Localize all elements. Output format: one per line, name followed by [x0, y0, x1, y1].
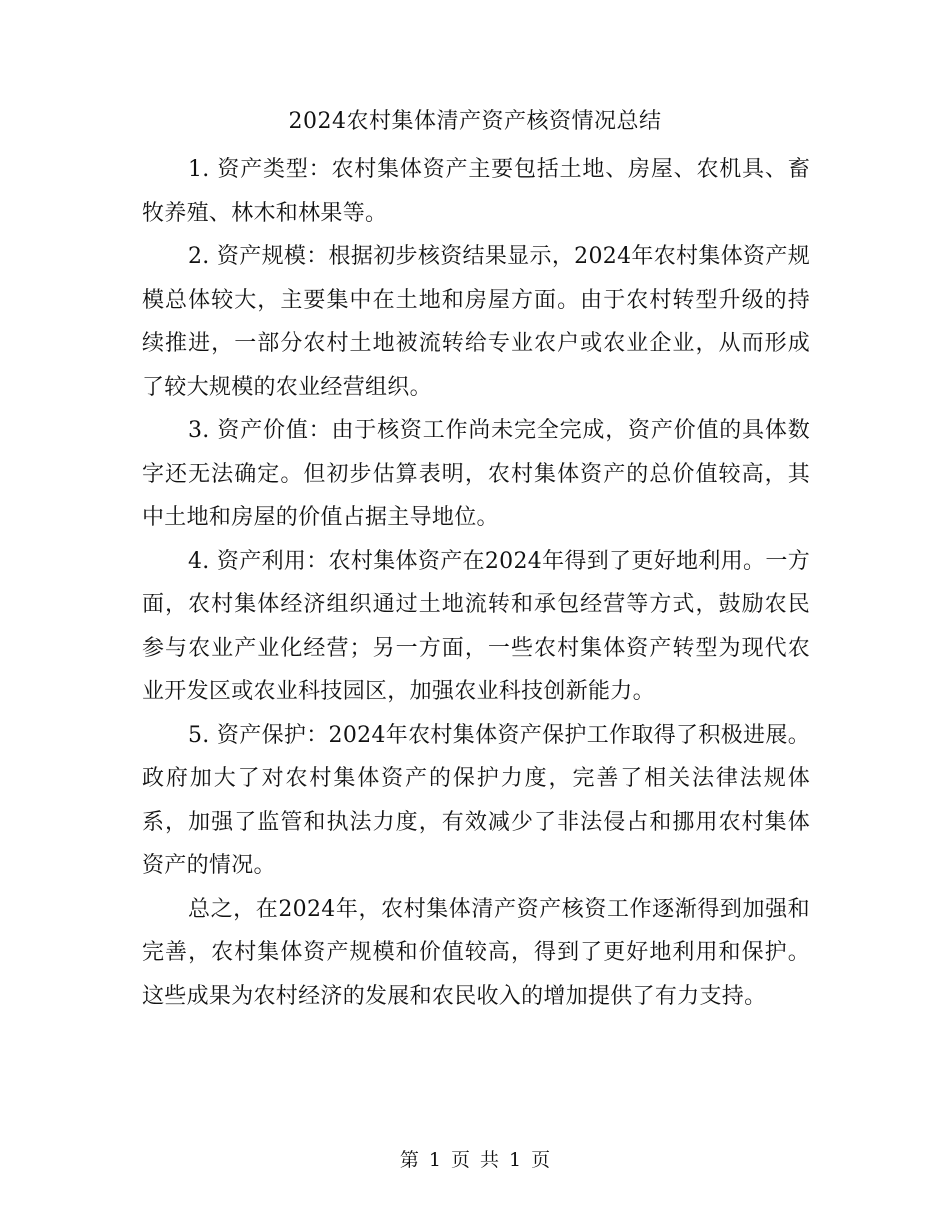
paragraph-asset-scale: 2. 资产规模：根据初步核资结果显示，2024年农村集体资产规模总体较大，主要集中在土地和房屋方面。由于农村转型升级的持续推进，一部分农村土地被流转给专业农户或农业企业，从而形成了较大规模的农业经营组织。	[142, 244, 810, 400]
page-footer: 第 1 页 共 1 页	[399, 1149, 551, 1171]
document-title: 2024农村集体清产资产核资情况总结	[288, 109, 662, 134]
document-body	[142, 148, 810, 1018]
paragraph-asset-protection: 5. 资产保护：2024年农村集体资产保护工作取得了积极进展。政府加大了对农村集体资产的保护力度，完善了相关法律法规体系，加强了监管和执法力度，有效减少了非法侵占和挪用农村集体资产的情况。	[142, 722, 810, 878]
paragraph-asset-utilization: 4. 资产利用：农村集体资产在2024年得到了更好地利用。一方面，农村集体经济组织通过土地流转和承包经营等方式，鼓励农民参与农业产业化经营；另一方面，一些农村集体资产转型为现代农业开发区或农业科技园区，加强农业科技创新能力。	[142, 548, 810, 704]
paragraph-asset-value: 3. 资产价值：由于核资工作尚未完全完成，资产价值的具体数字还无法确定。但初步估算表明，农村集体资产的总价值较高，其中土地和房屋的价值占据主导地位。	[142, 418, 810, 530]
paragraph-conclusion: 总之，在2024年，农村集体清产资产核资工作逐渐得到加强和完善，农村集体资产规模和价值较高，得到了更好地利用和保护。这些成果为农村经济的发展和农民收入的增加提供了有力支持。	[142, 896, 810, 1009]
paragraph-asset-types: 1. 资产类型：农村集体资产主要包括土地、房屋、农机具、畜牧养殖、林木和林果等。	[142, 157, 810, 226]
